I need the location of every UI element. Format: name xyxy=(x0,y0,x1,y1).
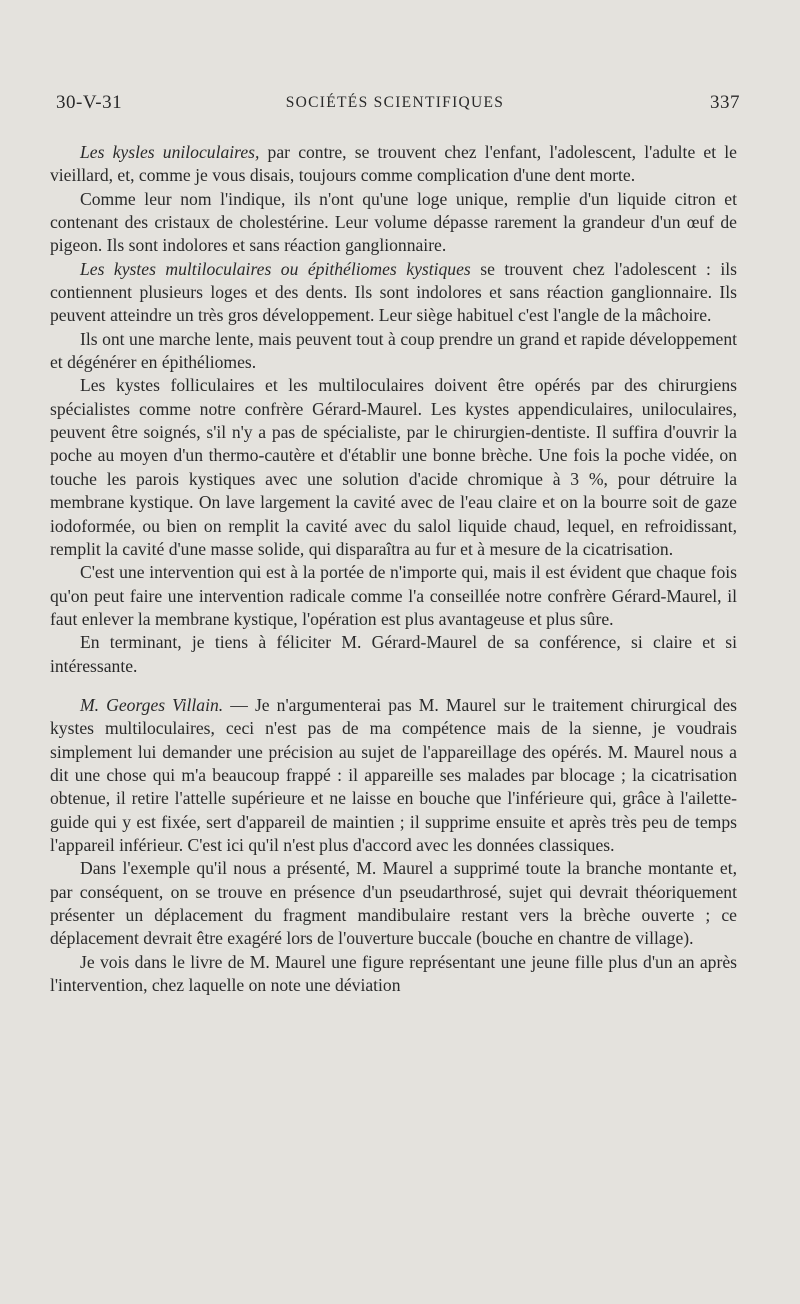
paragraph-lead: Les kystes multiloculaires ou épithéliomes kystiques xyxy=(80,258,471,279)
paragraph-text: Je vois dans le livre de M. Maurel une figure représentant une jeune fille plus d'un an après l'intervention, chez laquelle on note une déviation xyxy=(50,951,737,996)
paragraph-text: Comme leur nom l'indique, ils n'ont qu'une loge unique, remplie d'un liquide citron et contenant des cristaux de cholestérine. Leur volume dépasse rarement la grandeur d'un œuf de pigeon. Ils sont indolores et sans réaction ganglionnaire. xyxy=(50,188,737,256)
page-number: 337 xyxy=(710,92,740,113)
paragraph xyxy=(50,694,737,857)
paragraph-text: par contre, se trouvent chez l'enfant, l'adolescent, l'adulte et le vieillard, et, comme je vous disais, toujours comme complication d'une dent morte. xyxy=(50,142,737,186)
paragraph-lead: Les kysles uniloculaires, xyxy=(80,142,260,162)
paragraph xyxy=(50,857,737,950)
paragraph xyxy=(50,141,737,188)
speaker-name: M. Georges Villain. xyxy=(80,694,224,715)
paragraph-text: — Je n'argumenterai pas M. Maurel sur le traitement chirurgical des kystes multiloculaires, ceci n'est pas de ma compétence mais de la sienne, je voudrais simplement lui demander une précision au sujet de l'appareillage des opérés. M. Maurel nous a dit une chose qui m'a beaucoup frappé : il appareille ses malades par blocage ; la cicatrisation obtenue, il retire l'attelle supérieure et ne laisse en bouche que l'inférieure qui, grâce à l'ailette-guide qui y est fixée, sert d'appareil de maintien ; il supprime ensuite et après très peu de temps l'appareil inférieur. C'est ici qu'il n'est plus d'accord avec les données classiques. xyxy=(50,694,737,855)
paragraph-text: Ils ont une marche lente, mais peuvent tout à coup prendre un grand et rapide développement et dégénérer en épithéliomes. xyxy=(50,328,737,373)
header-title: SOCIÉTÉS SCIENTIFIQUES xyxy=(285,94,505,111)
paragraph-text: Les kystes folliculaires et les multiloculaires doivent être opérés par des chirurgiens spécialistes comme notre confrère Gérard-Maurel. Les kystes appendiculaires, uniloculaires, peuvent être soignés, s'il n'y a pas de spécialiste, par le chirurgien-dentiste. Il suffira d'ouvrir la poche au moyen d'un thermo-cautère et d'établir une bonne brèche. Une fois la poche vidée, on touche les parois kystiques avec une solution d'acide chromique à 3 %, pour détruire la membrane kystique. On lave largement la cavité avec de l'eau claire et on la bourre soit de gaze iodoformée, ou bien on remplit la cavité avec du salol liquide chaud, lequel, en refroidissant, remplit la cavité d'une masse solide, qui disparaîtra au fur et à mesure de la cicatrisation. xyxy=(50,375,737,559)
paragraph-text: En terminant, je tiens à féliciter M. Gérard-Maurel de sa conférence, si claire et si intéressante. xyxy=(50,632,737,676)
paragraph xyxy=(50,328,737,375)
paragraph xyxy=(50,258,737,328)
body-text xyxy=(50,141,737,997)
header-date: 30-V-31 xyxy=(56,92,123,113)
paragraph-text: Dans l'exemple qu'il nous a présenté, M. Maurel a supprimé toute la branche montante et, par conséquent, on se trouve en présence d'un pseudarthrosé, sujet qui devrait théoriquement présenter un déplacement du fragment mandibulaire restant vers la brèche ouverte ; ce déplacement devrait être exagéré lors de l'ouverture buccale (bouche en chantre de village). xyxy=(50,858,737,949)
paragraph xyxy=(50,374,737,561)
paragraph xyxy=(50,631,737,678)
paragraph-text: se trouvent chez l'adolescent : ils contiennent plusieurs loges et des dents. Ils sont indolores et sans réaction ganglionnaire. Ils peuvent atteindre un très gros développement. Leur siège habituel c'est l'angle de la mâchoire. xyxy=(50,258,737,326)
paragraph xyxy=(50,188,737,258)
paragraph xyxy=(50,951,737,998)
paragraph-text: C'est une intervention qui est à la portée de n'importe qui, mais il est évident que chaque fois qu'on peut faire une intervention radicale comme l'a conseillée notre confrère Gérard-Maurel, il faut enlever la membrane kystique, l'opération est plus avantageuse et plus sûre. xyxy=(50,562,737,629)
paragraph xyxy=(50,561,737,631)
running-header xyxy=(50,92,740,122)
